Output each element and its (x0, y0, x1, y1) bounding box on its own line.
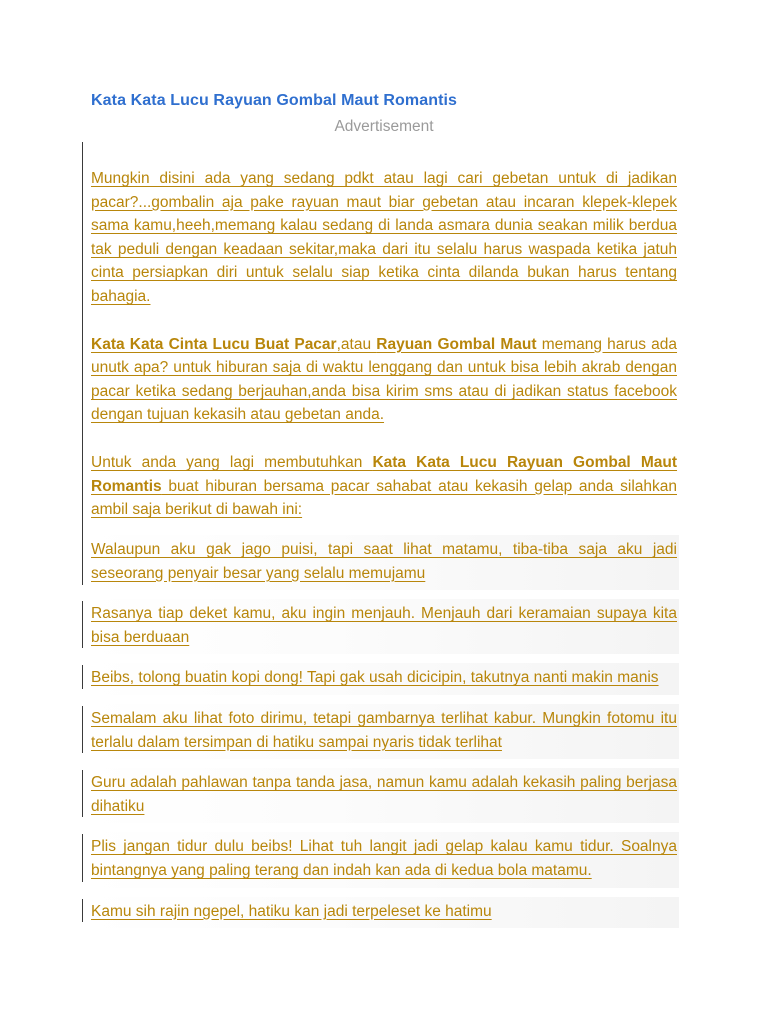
intro-text: Mungkin disini ada yang sedang pdkt atau lagi cari gebetan untuk di jadikan pacar?...gombalin aja pake rayuan maut biar gebetan atau incaran klepek-klepek sama kamu,heeh,memang kalau sedang di landa asmara dunia seakan milik berdua tak peduli dengan keadaan sekitar,maka dari itu selalu harus waspada ketika jatuh cinta persiapkan diri untuk selalu siap ketika cinta dilanda bukan harus tentang bahagia. (91, 170, 677, 305)
keyword-link-2[interactable]: Rayuan Gombal Maut (376, 335, 537, 353)
advertisement-label (0, 118, 768, 136)
quote-item[interactable]: Beibs, tolong buatin kopi dong! Tapi gak usah dicicipin, takutnya nanti makin manis (83, 663, 679, 695)
second-text-2: memang harus ada unutk apa? untuk hiburan saja di waktu lenggang dan untuk bisa lebih akrab dengan pacar ketika sedang berjauhan,anda bisa kirim sms atau di jadikan status facebook dengan tujuan kekasih atau gebetan anda. (91, 335, 678, 424)
keyword-link-3[interactable]: Kata Kata Lucu Rayuan Gombal Maut Romantis (91, 453, 678, 495)
quote-item[interactable]: Plis jangan tidur dulu beibs! Lihat tuh langit jadi gelap kalau kamu tidur. Soalnya bintangnya yang paling terang dan indah kan ada di kedua bola matamu. (83, 832, 679, 887)
keyword-link-1[interactable]: Kata Kata Cinta Lucu Buat Pacar (91, 335, 337, 353)
quote-item[interactable]: Semalam aku lihat foto dirimu, tetapi gambarnya terlihat kabur. Mungkin fotomu itu terlalu dalam tersimpan di hatiku sampai nyaris tidak terlihat (83, 704, 679, 759)
intro-paragraph[interactable] (91, 167, 677, 309)
advertisement-text: Advertisement (334, 118, 434, 135)
third-text-2: buat hiburan bersama pacar sahabat atau kekasih gelap anda silahkan ambil saja berikut di bawah ini: (91, 477, 677, 519)
quote-list (83, 535, 679, 937)
second-paragraph[interactable] (91, 333, 677, 427)
quote-item[interactable]: Walaupun aku gak jago puisi, tapi saat lihat matamu, tiba-tiba saja aku jadi seseorang penyair besar yang selalu memujamu (83, 535, 679, 590)
third-paragraph[interactable] (91, 451, 677, 522)
quote-item[interactable]: Guru adalah pahlawan tanpa tanda jasa, namun kamu adalah kekasih paling berjasa dihatiku (83, 768, 679, 823)
quote-item[interactable]: Kamu sih rajin ngepel, hatiku kan jadi terpeleset ke hatimu (83, 897, 679, 929)
third-text-1: Untuk anda yang lagi membutuhkan (91, 453, 373, 471)
second-text-1: ,atau (336, 335, 377, 353)
quote-item[interactable]: Rasanya tiap deket kamu, aku ingin menjauh. Menjauh dari keramaian supaya kita bisa berduaan (83, 599, 679, 654)
left-border-line (82, 142, 83, 585)
article-body (91, 167, 677, 522)
article-title[interactable]: Kata Kata Lucu Rayuan Gombal Maut Romantis (91, 92, 458, 109)
